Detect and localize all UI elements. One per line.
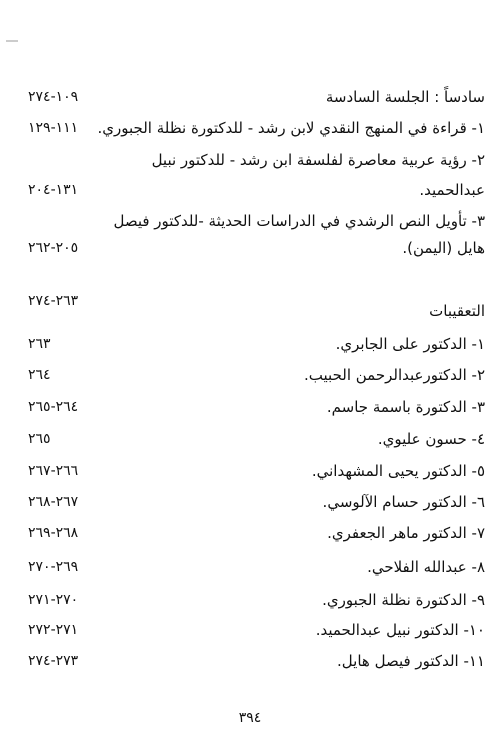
commentary-item bbox=[20, 364, 485, 388]
commentary-text: ١- الدكتور على الجابري. bbox=[335, 335, 485, 353]
paper-entry-continued bbox=[20, 179, 485, 203]
commentary-text: ٨- عبدالله الفلاحي. bbox=[367, 558, 485, 576]
paper-entry bbox=[20, 210, 485, 234]
commentary-item bbox=[20, 650, 485, 674]
commentary-item bbox=[20, 491, 485, 515]
commentary-pages: ٢٦٩-٢٧٠ bbox=[28, 559, 79, 575]
paper-text: ٢- رؤية عربية معاصرة لفلسفة ابن رشد - للدكتور نبيل bbox=[151, 151, 485, 169]
session-pages: ١٠٩-٢٧٤ bbox=[28, 89, 79, 105]
commentary-pages: ٢٦٣ bbox=[28, 336, 51, 352]
commentary-text: ٤- حسون عليوي. bbox=[377, 430, 485, 448]
commentary-text: ٧- الدكتور ماهر الجعفري. bbox=[327, 524, 485, 542]
commentary-item bbox=[20, 619, 485, 643]
commentary-text: ٩- الدكتورة نظلة الجبوري. bbox=[322, 591, 485, 609]
commentary-text: ٥- الدكتور يحيى المشهداني. bbox=[311, 462, 485, 480]
session-heading bbox=[20, 86, 485, 110]
commentary-pages: ٢٦٤-٢٦٥ bbox=[28, 399, 79, 415]
commentary-pages: ٢٧٣-٢٧٤ bbox=[28, 653, 79, 669]
session-title: سادساً : الجلسة السادسة bbox=[325, 88, 485, 106]
commentary-title: التعقيبات bbox=[429, 302, 485, 320]
commentary-text: ١١- الدكتور فيصل هايل. bbox=[337, 652, 485, 670]
commentary-item bbox=[20, 396, 485, 420]
paper-pages: ٢٠٥-٢٦٢ bbox=[28, 240, 79, 256]
commentary-pages: ٢٧٠-٢٧١ bbox=[28, 592, 79, 608]
commentary-item bbox=[20, 556, 485, 580]
paper-pages: ١١١-١٢٩ bbox=[28, 120, 79, 136]
paper-text: عبدالحميد. bbox=[419, 181, 485, 199]
paper-text: ٣- تأويل النص الرشدي في الدراسات الحديثة -للدكتور فيصل bbox=[113, 212, 485, 230]
commentary-pages: ٢٦٤ bbox=[28, 367, 51, 383]
commentary-text: ٣- الدكتورة باسمة جاسم. bbox=[326, 398, 485, 416]
paper-pages: ١٣١-٢٠٤ bbox=[28, 182, 79, 198]
paper-entry bbox=[20, 149, 485, 173]
commentary-item bbox=[20, 333, 485, 357]
paper-text: هايل (اليمن). bbox=[402, 239, 485, 257]
commentary-pages: ٢٦٣-٢٧٤ bbox=[28, 293, 79, 309]
scan-mark bbox=[6, 40, 18, 42]
commentary-pages: ٢٦٧-٢٦٨ bbox=[28, 494, 79, 510]
commentary-text: ٦- الدكتور حسام الآلوسي. bbox=[322, 493, 485, 511]
commentary-item bbox=[20, 460, 485, 484]
commentary-pages: ٢٦٦-٢٦٧ bbox=[28, 463, 79, 479]
commentary-heading bbox=[20, 293, 485, 321]
commentary-item bbox=[20, 428, 485, 452]
commentary-item bbox=[20, 522, 485, 546]
commentary-item bbox=[20, 589, 485, 613]
commentary-pages: ٢٦٨-٢٦٩ bbox=[28, 525, 79, 541]
commentary-text: ١٠- الدكتور نبيل عبدالحميد. bbox=[315, 621, 485, 639]
paper-entry-continued bbox=[20, 237, 485, 261]
commentary-pages: ٢٧١-٢٧٢ bbox=[28, 622, 79, 638]
commentary-text: ٢- الدكتورعبدالرحمن الحبيب. bbox=[304, 366, 485, 384]
commentary-pages: ٢٦٥ bbox=[28, 431, 51, 447]
paper-entry bbox=[20, 117, 485, 141]
page-number: ٣٩٤ bbox=[238, 710, 262, 726]
paper-text: ١- قراءة في المنهج النقدي لابن رشد - للدكتورة نظلة الجبوري. bbox=[97, 119, 485, 137]
